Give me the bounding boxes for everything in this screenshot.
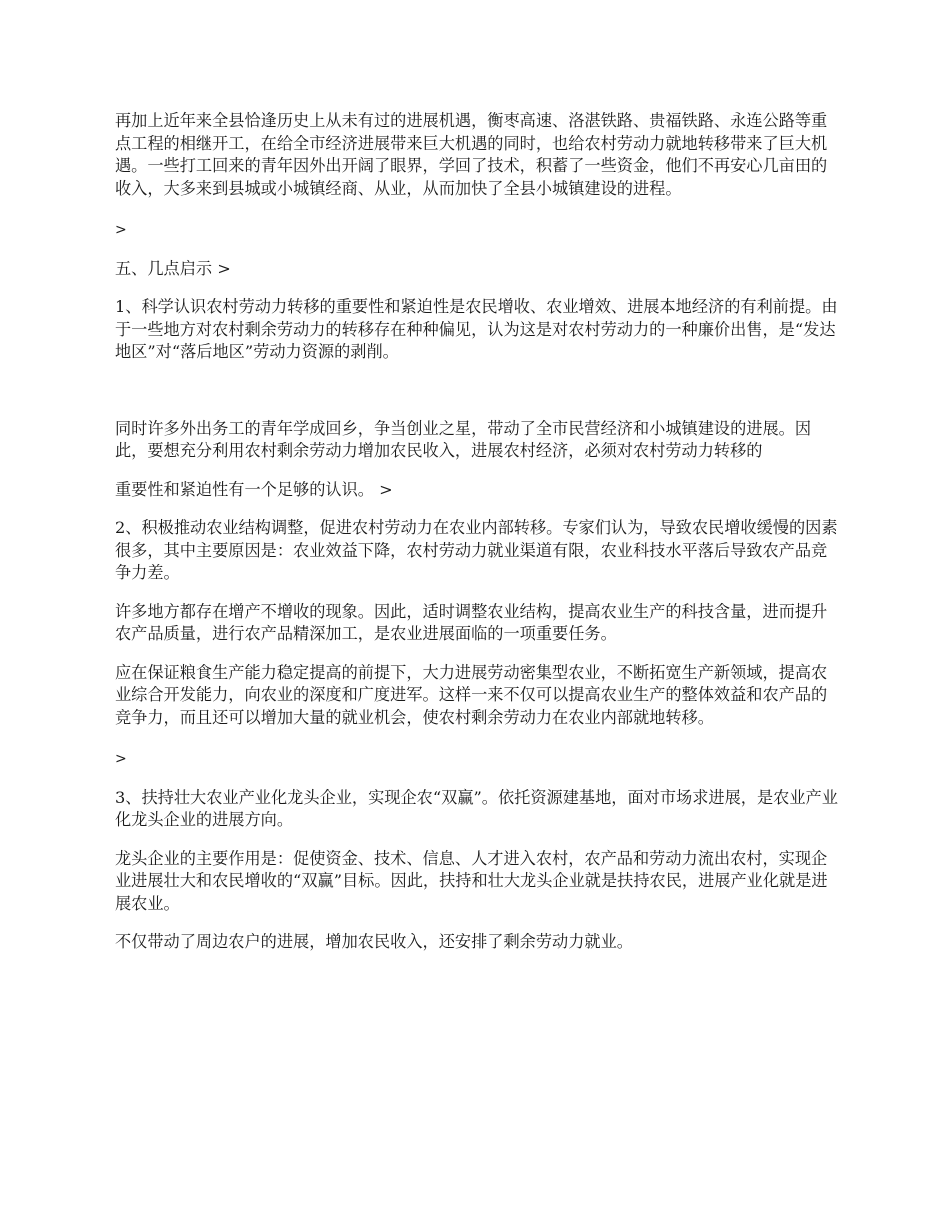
paragraph-marker: > [115, 751, 127, 767]
paragraph-point-2: 2、积极推动农业结构调整，促进农村劳动力在农业内部转移。专家们认为，导致农民增收缓慢的因素很多，其中主要原因是：农业效益下降，农村劳动力就业渠道有限，农业科技水平落后导致农产品竞争力差。 [115, 518, 838, 582]
paragraph-labor-intensive: 应在保证粮食生产能力稳定提高的前提下，大力进展劳动密集型农业，不断拓宽生产新领域，提高农业综合开发能力，向农业的深度和广度进军。这样一来不仅可以提高农业生产的整体效益和农产品的竞争力，而且还可以增加大量的就业机会，使农村剩余劳动力在农业内部就地转移。 [115, 662, 828, 727]
paragraph-leading-enterprise: 龙头企业的主要作用是：促使资金、技术、信息、人才进入农村，农产品和劳动力流出农村，实现企业进展壮大和农民增收的“双赢”目标。因此，扶持和壮大龙头企业就是扶持农民，进展产业化就是进展农业。 [115, 848, 828, 913]
document-body [115, 110, 840, 954]
paragraph-point-3: 3、扶持壮大农业产业化龙头企业，实现企农“双赢”。依托资源建基地，面对市场求进展，是农业产业化龙头企业的进展方向。 [115, 787, 838, 829]
paragraph-opportunity: 再加上近年来全县恰逢历史上从未有过的进展机遇，衡枣高速、洛湛铁路、贵福铁路、永连公路等重点工程的相继开工，在给全市经济进展带来巨大机遇的同时，也给农村劳动力就地转移带来了巨大机遇。一些打工回来的青年因外出开阔了眼界，学回了技术，积蓄了一些资金，他们不再安心几亩田的收入，大多来到县城或小城镇经商、从业，从而加快了全县小城镇建设的进程。 [115, 111, 828, 198]
paragraph-youth-return: 同时许多外出务工的青年学成回乡，争当创业之星，带动了全市民营经济和小城镇建设的进展。因此，要想充分利用农村剩余劳动力增加农民收入，进展农村经济，必须对农村劳动力转移的 [115, 418, 812, 460]
paragraph-point-1: 1、科学认识农村劳动力转移的重要性和紧迫性是农民增收、农业增效、进展本地经济的有利前提。由于一些地方对农村剩余劳动力的转移存在种种偏见，认为这是对农村劳动力的一种廉价出售，是“发达地区”对“落后地区”劳动力资源的剥削。 [115, 297, 838, 361]
paragraph-surrounding-farmers: 不仅带动了周边农户的进展，增加农民收入，还安排了剩余劳动力就业。 [115, 932, 633, 951]
section-heading-five: 五、几点启示 > [115, 258, 231, 278]
paragraph-structure-adjust: 许多地方都存在增产不增收的现象。因此，适时调整农业结构，提高农业生产的科技含量，进而提升农产品质量，进行农产品精深加工，是农业进展面临的一项重要任务。 [115, 601, 828, 643]
paragraph-importance: 重要性和紧迫性有一个足够的认识。 > [115, 479, 393, 499]
paragraph-marker: > [115, 222, 127, 238]
